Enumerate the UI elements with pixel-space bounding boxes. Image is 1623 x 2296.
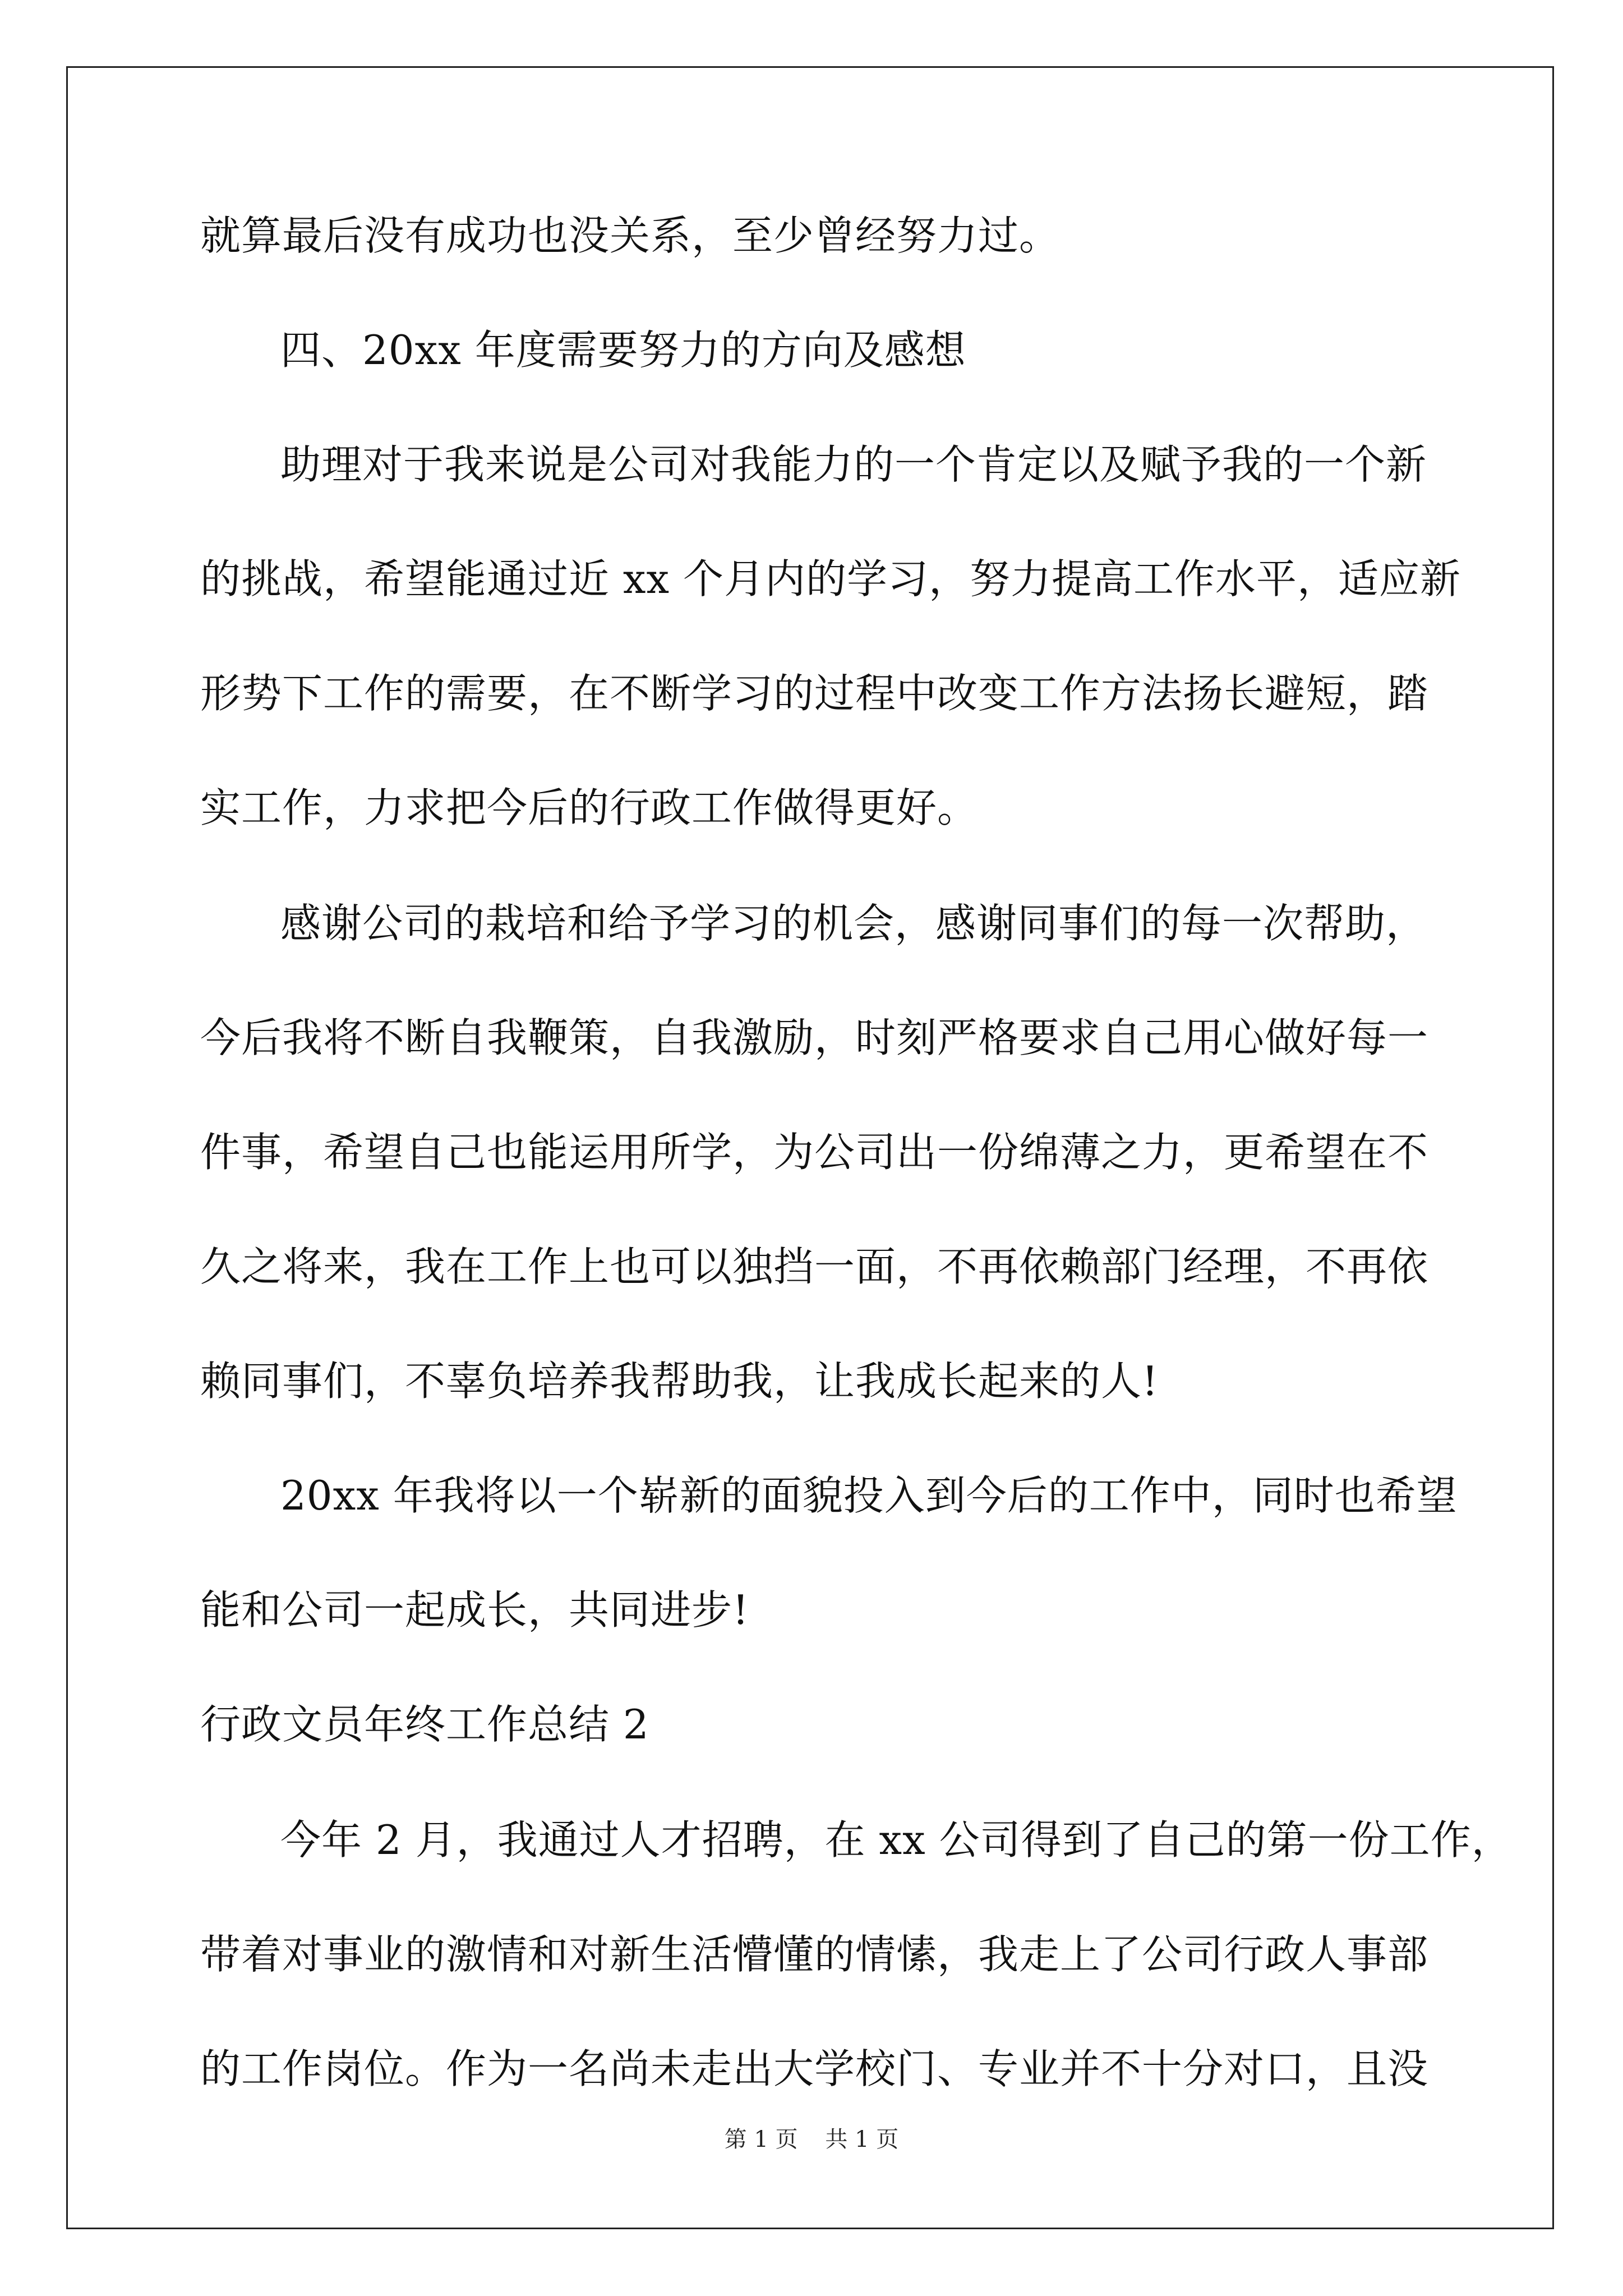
text-line: 件事，希望自己也能运用所学，为公司出一份绵薄之力，更希望在不: [200, 1129, 1429, 1176]
text-line: 形势下工作的需要，在不断学习的过程中改变工作方法扬长避短，踏: [200, 670, 1429, 717]
text-line: 赖同事们，不辜负培养我帮助我，让我成长起来的人!: [200, 1358, 1159, 1405]
page-number: 第 1 页: [724, 2127, 798, 2152]
text-line: 就算最后没有成功也没关系，至少曾经努力过。: [200, 212, 1061, 259]
page-footer: [0, 2126, 1623, 2153]
text-line: 久之将来，我在工作上也可以独挡一面，不再依赖部门经理，不再依: [200, 1243, 1429, 1290]
text-line: 的挑战，希望能通过近 xx 个月内的学习，努力提高工作水平，适应新: [200, 555, 1461, 602]
page-total: 共 1 页: [825, 2127, 899, 2152]
text-line: 的工作岗位。作为一名尚未走出大学校门、专业并不十分对口，且没: [200, 2045, 1429, 2092]
text-line: 20xx 年我将以一个崭新的面貌投入到今后的工作中，同时也希望: [280, 1472, 1458, 1519]
text-line: 今后我将不断自我鞭策，自我激励，时刻严格要求自己用心做好每一: [200, 1014, 1429, 1061]
text-line: 今年 2 月，我通过人才招聘，在 xx 公司得到了自己的第一份工作，: [280, 1816, 1513, 1864]
text-line: 感谢公司的栽培和给予学习的机会，感谢同事们的每一次帮助，: [280, 900, 1427, 947]
text-line: 能和公司一起成长，共同进步!: [200, 1586, 749, 1634]
document-subtitle: 行政文员年终工作总结 2: [200, 1701, 649, 1748]
text-line: 助理对于我来说是公司对我能力的一个肯定以及赋予我的一个新: [280, 441, 1427, 488]
text-line: 带着对事业的激情和对新生活懵懂的情愫，我走上了公司行政人事部: [200, 1931, 1429, 1978]
section-heading: 四、20xx 年度需要努力的方向及感想: [280, 326, 966, 374]
text-line: 实工作，力求把今后的行政工作做得更好。: [200, 784, 979, 831]
